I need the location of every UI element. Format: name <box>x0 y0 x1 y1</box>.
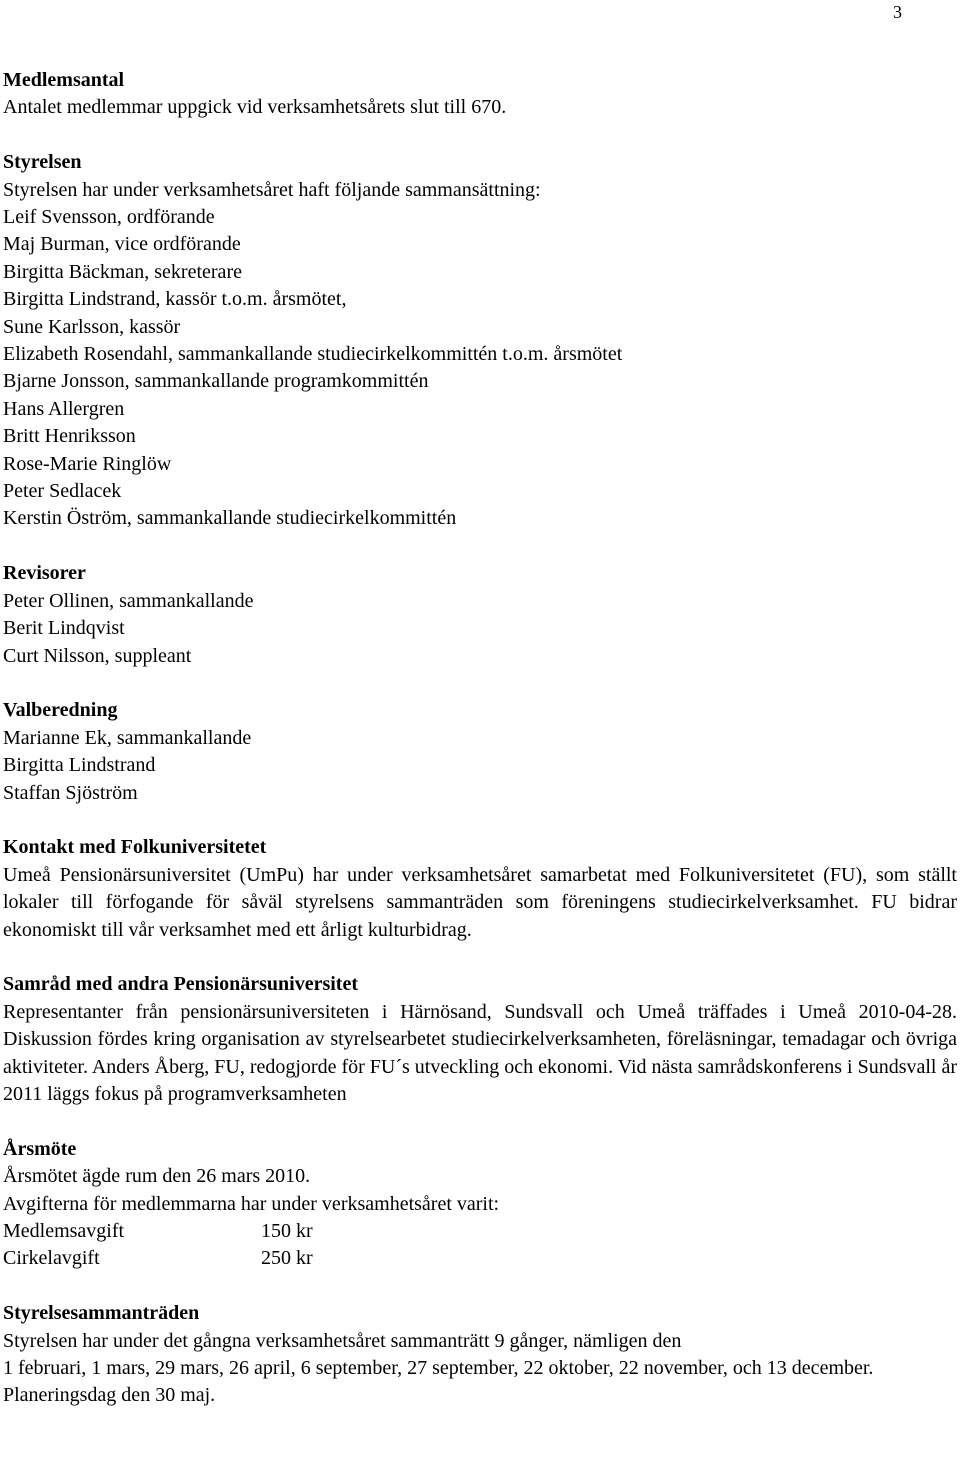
board-member: Leif Svensson, ordförande <box>3 206 215 229</box>
board-member: Peter Sedlacek <box>3 480 122 503</box>
section-samrad <box>3 971 957 1108</box>
section-valberedning <box>3 697 957 807</box>
kontakt-paragraph: Umeå Pensionärsuniversitet (UmPu) har under verksamhetsåret samarbetat med Folkuniversitetet (FU), som ställt lokaler till förfogande för såväl styrelsens sammanträden som föreningens studiecirkelverksamhet. FU bidrar ekonomiskt till vår verksamhet med ett årligt kulturbidrag. <box>3 863 957 941</box>
meeting-dates: 1 februari, 1 mars, 29 mars, 26 april, 6 september, 27 september, 22 oktober, 22 november, och 13 december. <box>3 1356 874 1379</box>
fee-row <box>3 1245 957 1272</box>
board-member: Hans Allergren <box>3 397 125 420</box>
section-revisorer <box>3 560 957 670</box>
document-body <box>3 67 957 1410</box>
page-number: 3 <box>893 2 902 22</box>
board-member: Birgitta Lindstrand, kassör t.o.m. årsmötet, <box>3 288 347 311</box>
heading-medlemsantal: Medlemsantal <box>3 69 125 91</box>
section-arsmote <box>3 1136 957 1273</box>
board-member: Birgitta Bäckman, sekreterare <box>3 260 242 283</box>
auditor: Berit Lindqvist <box>3 617 125 640</box>
heading-styrelsen: Styrelsen <box>3 151 82 174</box>
heading-kontakt: Kontakt med Folkuniversitetet <box>3 836 267 859</box>
board-member: Bjarne Jonsson, sammankallande programkommittén <box>3 370 429 393</box>
nomination-member: Marianne Ek, sammankallande <box>3 726 252 749</box>
planning-day: Planeringsdag den 30 maj. <box>3 1384 216 1407</box>
heading-revisorer: Revisorer <box>3 562 86 585</box>
fee-amount: 150 kr <box>261 1219 313 1242</box>
section-kontakt <box>3 834 957 944</box>
medlemsantal-text: Antalet medlemmar uppgick vid verksamhetsårets slut till 670. <box>3 96 507 119</box>
arsmote-date: Årsmötet ägde rum den 26 mars 2010. <box>3 1165 311 1188</box>
arsmote-fees-intro: Avgifterna för medlemmarna har under verksamhetsåret varit: <box>3 1192 500 1215</box>
heading-styrelsesammantraden: Styrelsesammanträden <box>3 1302 200 1325</box>
meetings-intro: Styrelsen har under det gångna verksamhetsåret sammanträtt 9 gånger, nämligen den <box>3 1329 682 1352</box>
auditor: Peter Ollinen, sammankallande <box>3 589 254 612</box>
fee-row <box>3 1218 957 1245</box>
heading-valberedning: Valberedning <box>3 699 118 722</box>
board-member: Elizabeth Rosendahl, sammankallande studiecirkelkommittén t.o.m. årsmötet <box>3 343 623 366</box>
heading-arsmote: Årsmöte <box>3 1137 77 1160</box>
section-styrelsesammantraden <box>3 1300 957 1410</box>
board-member: Maj Burman, vice ordförande <box>3 233 241 256</box>
nomination-member: Staffan Sjöström <box>3 781 138 804</box>
auditor: Curt Nilsson, suppleant <box>3 644 192 667</box>
samrad-paragraph: Representanter från pensionärsuniversiteten i Härnösand, Sundsvall och Umeå träffades i Umeå 2010-04-28. Diskussion fördes kring organisation av styrelsearbetet studiecirkelverksamheten, föreläsningar, temadagar och övriga aktiviteter. Anders Åberg, FU, redogjorde för FU´s utveckling och ekonomi. Vid nästa samrådskonferens i Sundsvall år 2011 läggs fokus på programverksamheten <box>3 1000 957 1105</box>
section-styrelsen <box>3 149 957 533</box>
board-member: Rose-Marie Ringlöw <box>3 452 172 475</box>
fee-label: Cirkelavgift <box>3 1247 100 1270</box>
board-member: Britt Henriksson <box>3 425 136 448</box>
styrelsen-intro: Styrelsen har under verksamhetsåret haft följande sammansättning: <box>3 178 541 201</box>
nomination-member: Birgitta Lindstrand <box>3 754 156 777</box>
board-member: Sune Karlsson, kassör <box>3 315 181 338</box>
section-medlemsantal <box>3 67 957 122</box>
board-member: Kerstin Öström, sammankallande studiecirkelkommittén <box>3 507 457 530</box>
heading-samrad: Samråd med andra Pensionärsuniversitet <box>3 973 358 996</box>
fee-label: Medlemsavgift <box>3 1219 125 1242</box>
fee-amount: 250 kr <box>261 1247 313 1270</box>
